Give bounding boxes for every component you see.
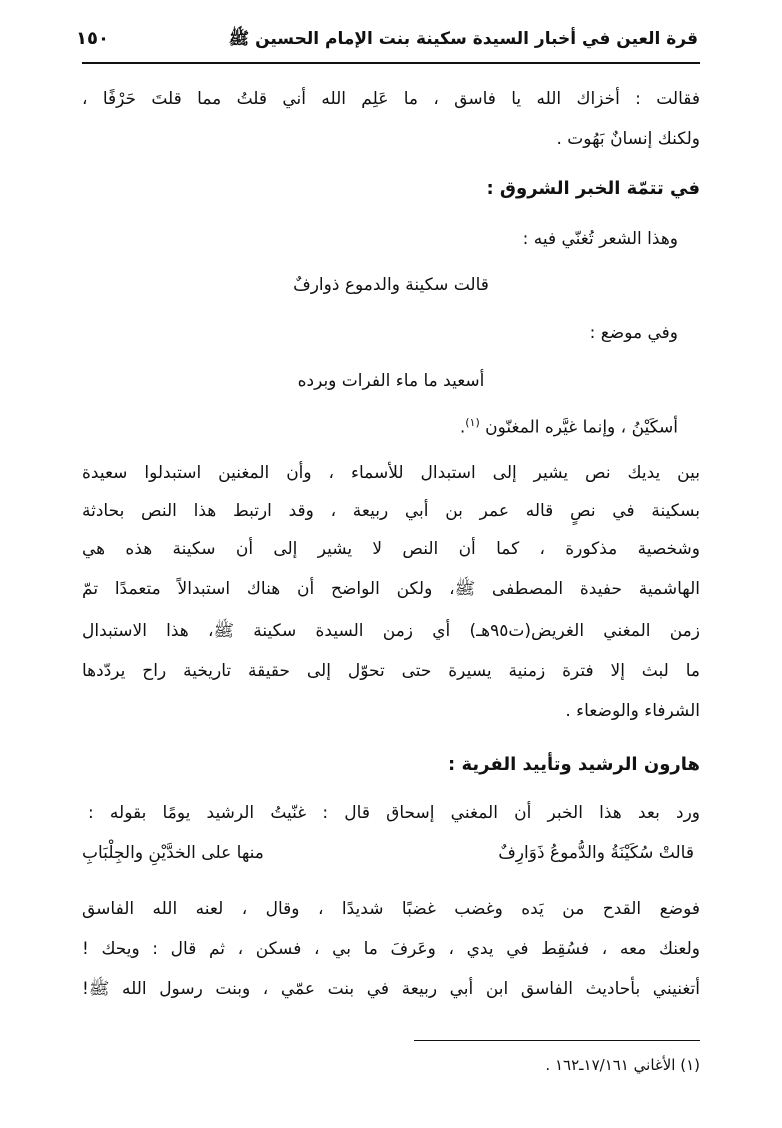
section-heading: في تتمّة الخبر الشروق : — [486, 178, 700, 199]
poem-second-hemistich: منها على الخدَّيْنِ والجِلْبَابِ — [82, 843, 264, 863]
footnote: (١) الأغاني ١٧/١٦١ـ١٦٢ . — [545, 1056, 700, 1074]
verse-line: قالت سكينة والدموع ذوارفٌ — [293, 275, 489, 295]
page-number: ١٥٠ — [76, 28, 109, 49]
section-heading: هارون الرشيد وتأييد الفرية : — [448, 754, 700, 775]
paragraph-line: ولكنك إنسانٌ بَهُوت . — [556, 129, 700, 149]
paragraph-line: ورد بعد هذا الخبر أن المغني إسحاق قال : غنّيتُ الرشيد يومًا بقوله : — [88, 803, 700, 823]
footnote-reference: (١) — [465, 416, 480, 429]
paragraph-line: أتغنيني بأحاديث الفاسق ابن أبي ربيعة في بنت عمّي ، وبنت رسول الله ﷺ! — [82, 979, 700, 999]
paragraph-line: وشخصية مذكورة ، كما أن النص لا يشير إلى أن سكينة هذه هي — [82, 539, 700, 559]
paragraph-line: وهذا الشعر تُغنّي فيه : — [522, 229, 678, 249]
paragraph-line: الهاشمية حفيدة المصطفى ﷺ، ولكن الواضح أن هناك استبدالاً متعمدًا تمّ — [82, 579, 700, 599]
paragraph-line: زمن المغني الغريض(ت٩٥هـ) أي زمن السيدة سكينة ﷺ، هذا الاستبدال — [82, 621, 700, 641]
paragraph-line: ما لبث إلا فترة زمنية يسيرة حتى تحوّل إلى حقيقة تاريخية راح يردّدها — [82, 661, 700, 681]
paragraph-line: فقالت : أخزاك الله يا فاسق ، ما عَلِم الله أني قلتُ مما قلتَ حَرْفًا ، — [82, 89, 700, 109]
paragraph-line: وفي موضع : — [589, 323, 678, 343]
paragraph-line: فوضع القدح من يَده وغضب غضبًا شديدًا ، وقال ، لعنه الله الفاسق — [82, 899, 700, 919]
verse-text: أسكَيْنُ ، وإنما غيَّره المغنّون — [485, 417, 678, 438]
paragraph-line: الشرفاء والوضعاء . — [565, 701, 700, 721]
poem-first-hemistich: قالتْ سُكَيْنَةُ والدُّموعُ ذَوَارِفٌ — [498, 843, 694, 863]
verse-line: أسعيد ما ماء الفرات وبرده — [297, 371, 485, 391]
header-divider — [82, 62, 700, 64]
paragraph-line: ولعنك معه ، فسُقِط في يدي ، وعَرفَ ما بي ، فسكن ، ثم قال : ويحك ! — [82, 939, 700, 959]
paragraph-line: بين يديك نص يشير إلى استبدال للأسماء ، وأن المغنين استبدلوا سعيدة — [82, 463, 700, 483]
paragraph-line: بسكينة في نصٍ قاله عمر بن أبي ربيعة ، وقد ارتبط هذا النص بحادثة — [82, 501, 700, 521]
footnote-divider — [414, 1040, 700, 1041]
verse-line-with-reference: أسكَيْنُ ، وإنما غيَّره المغنّون $^{(١)}$. — [459, 416, 678, 438]
book-title: قرة العين في أخبار السيدة سكينة بنت الإمام الحسين ﷺ — [228, 29, 698, 49]
running-header — [76, 28, 698, 58]
